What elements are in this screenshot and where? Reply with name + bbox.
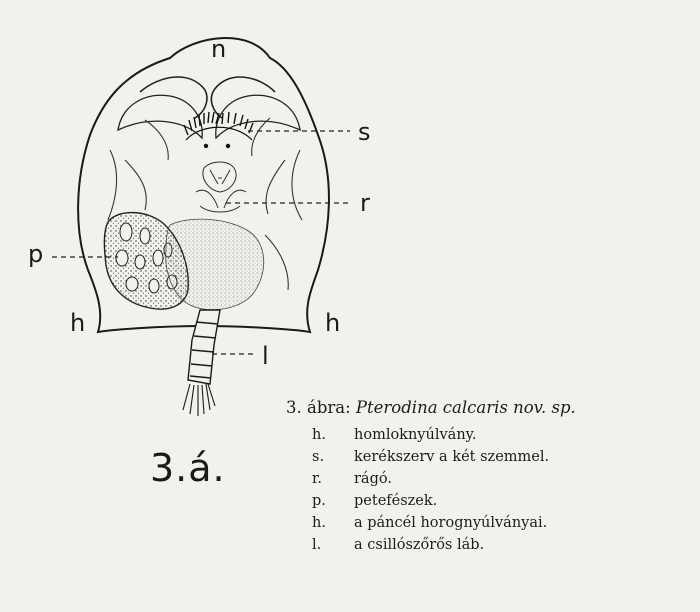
legend-text: a páncél horognyúlványai. bbox=[354, 515, 548, 531]
legend-key: h. bbox=[312, 515, 326, 531]
label-l: l bbox=[262, 342, 269, 370]
stomach-mass bbox=[166, 219, 264, 310]
legend-item bbox=[286, 446, 686, 468]
label-p: p bbox=[28, 240, 44, 268]
figure-legend bbox=[286, 398, 686, 556]
label-h-right: h bbox=[325, 309, 341, 337]
caption-prefix: 3. ábra: bbox=[286, 398, 351, 417]
legend-text: homloknyúlvány. bbox=[354, 427, 477, 443]
legend-key: p. bbox=[312, 493, 326, 509]
legend-text: petefészek. bbox=[354, 493, 438, 509]
figure-caption bbox=[286, 398, 686, 418]
legend-key: h. bbox=[312, 427, 326, 443]
legend-key: s. bbox=[312, 449, 325, 465]
legend-text: rágó. bbox=[354, 471, 392, 487]
legend-item bbox=[286, 424, 686, 446]
legend-item bbox=[286, 534, 686, 556]
caption-title: Pterodina calcaris nov. sp. bbox=[355, 398, 576, 417]
legend-item bbox=[286, 490, 686, 512]
mastax bbox=[196, 162, 246, 212]
label-s: s bbox=[358, 118, 371, 146]
legend-item bbox=[286, 512, 686, 534]
label-h-left: h bbox=[70, 309, 86, 337]
corona-lobe-left bbox=[118, 95, 202, 138]
label-r: r bbox=[360, 189, 370, 217]
legend-item bbox=[286, 468, 686, 490]
legend-list bbox=[286, 424, 686, 556]
legend-text: kerékszerv a két szemmel. bbox=[354, 449, 550, 465]
legend-key: r. bbox=[312, 471, 322, 487]
legend-key: l. bbox=[312, 537, 322, 553]
figure-number: 3.á. bbox=[150, 446, 226, 490]
frontal-lobe-fold-left bbox=[140, 77, 207, 118]
eye-spots bbox=[204, 144, 230, 148]
legend-text: a csillószőrős láb. bbox=[354, 537, 485, 553]
label-n: n bbox=[211, 35, 227, 63]
